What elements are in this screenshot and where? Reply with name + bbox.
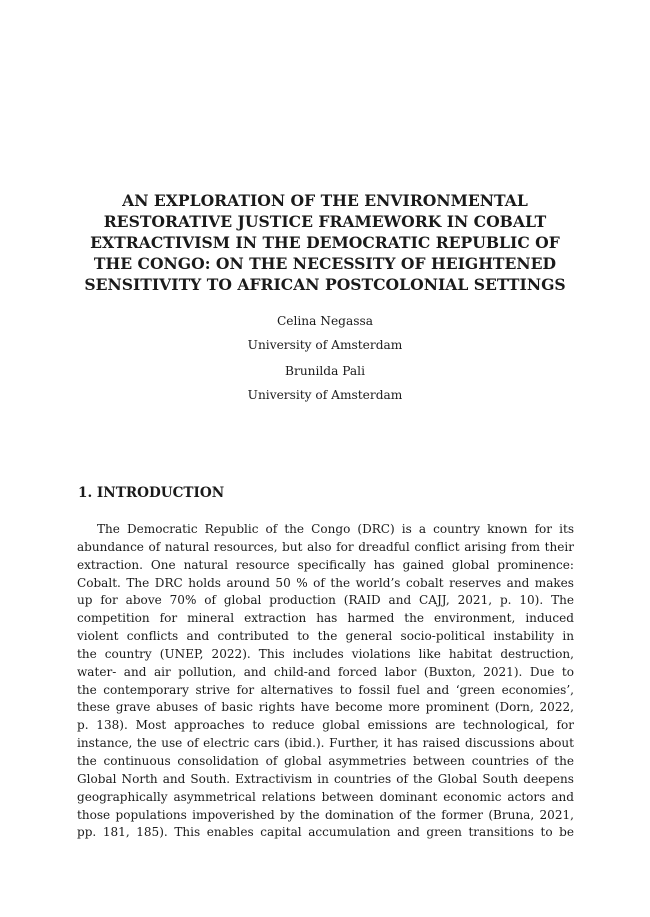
body-line: violent conflicts and contributed to the general socio-political instability in — [77, 629, 574, 644]
body-line: competition for mineral extraction has harmed the environment, induced — [77, 611, 574, 626]
section-heading: 1. INTRODUCTION — [78, 485, 225, 501]
author-affiliation: University of Amsterdam — [247, 338, 403, 352]
body-line: the country (UNEP, 2022). This includes violations like habitat destruction, — [77, 646, 574, 661]
body-line: geographically asymmetrical relations between dominant economic actors and — [77, 789, 574, 804]
body-line: up for above 70% of global production (RAID and CAJJ, 2021, p. 10). The — [77, 593, 574, 608]
body-line: Global North and South. Extractivism in countries of the Global South deepens — [77, 771, 574, 786]
body-line: extraction. One natural resource specifically has gained global prominence: — [77, 557, 574, 572]
author-name: Celina Negassa — [276, 314, 374, 328]
body-line: pp. 181, 185). This enables capital accumulation and green transitions to be — [77, 825, 574, 840]
author-block — [0, 309, 650, 409]
paper-title — [60, 190, 590, 295]
author-name: Brunilda Pali — [285, 364, 365, 378]
body-line: the continuous consolidation of global asymmetries between countries of the — [77, 753, 574, 768]
author-affiliation: University of Amsterdam — [247, 388, 403, 402]
body-paragraph — [77, 521, 574, 842]
title-line: SENSITIVITY TO AFRICAN POSTCOLONIAL SETTINGS — [84, 275, 566, 294]
body-line: the contemporary strive for alternatives to fossil fuel and ‘green economies’, — [77, 682, 574, 697]
title-line: AN EXPLORATION OF THE ENVIRONMENTAL — [122, 191, 528, 210]
body-line: these grave abuses of basic rights have become more prominent (Dorn, 2022, — [77, 700, 574, 715]
body-line: abundance of natural resources, but also for dreadful conflict arising from their — [77, 539, 574, 554]
body-line: Cobalt. The DRC holds around 50 % of the world’s cobalt reserves and makes — [77, 575, 574, 590]
title-line: THE CONGO: ON THE NECESSITY OF HEIGHTENED — [93, 254, 557, 273]
body-line: water- and air pollution, and child-and forced labor (Buxton, 2021). Due to — [77, 664, 574, 679]
title-line: EXTRACTIVISM IN THE DEMOCRATIC REPUBLIC OF — [90, 233, 560, 252]
body-line: p. 138). Most approaches to reduce global emissions are technological, for — [77, 718, 574, 733]
body-line: those populations impoverished by the domination of the former (Bruna, 2021, — [77, 807, 574, 822]
title-line: RESTORATIVE JUSTICE FRAMEWORK IN COBALT — [103, 212, 547, 231]
body-line: The Democratic Republic of the Congo (DRC) is a country known for its — [97, 522, 574, 536]
body-line: instance, the use of electric cars (ibid.). Further, it has raised discussions about — [77, 736, 574, 751]
